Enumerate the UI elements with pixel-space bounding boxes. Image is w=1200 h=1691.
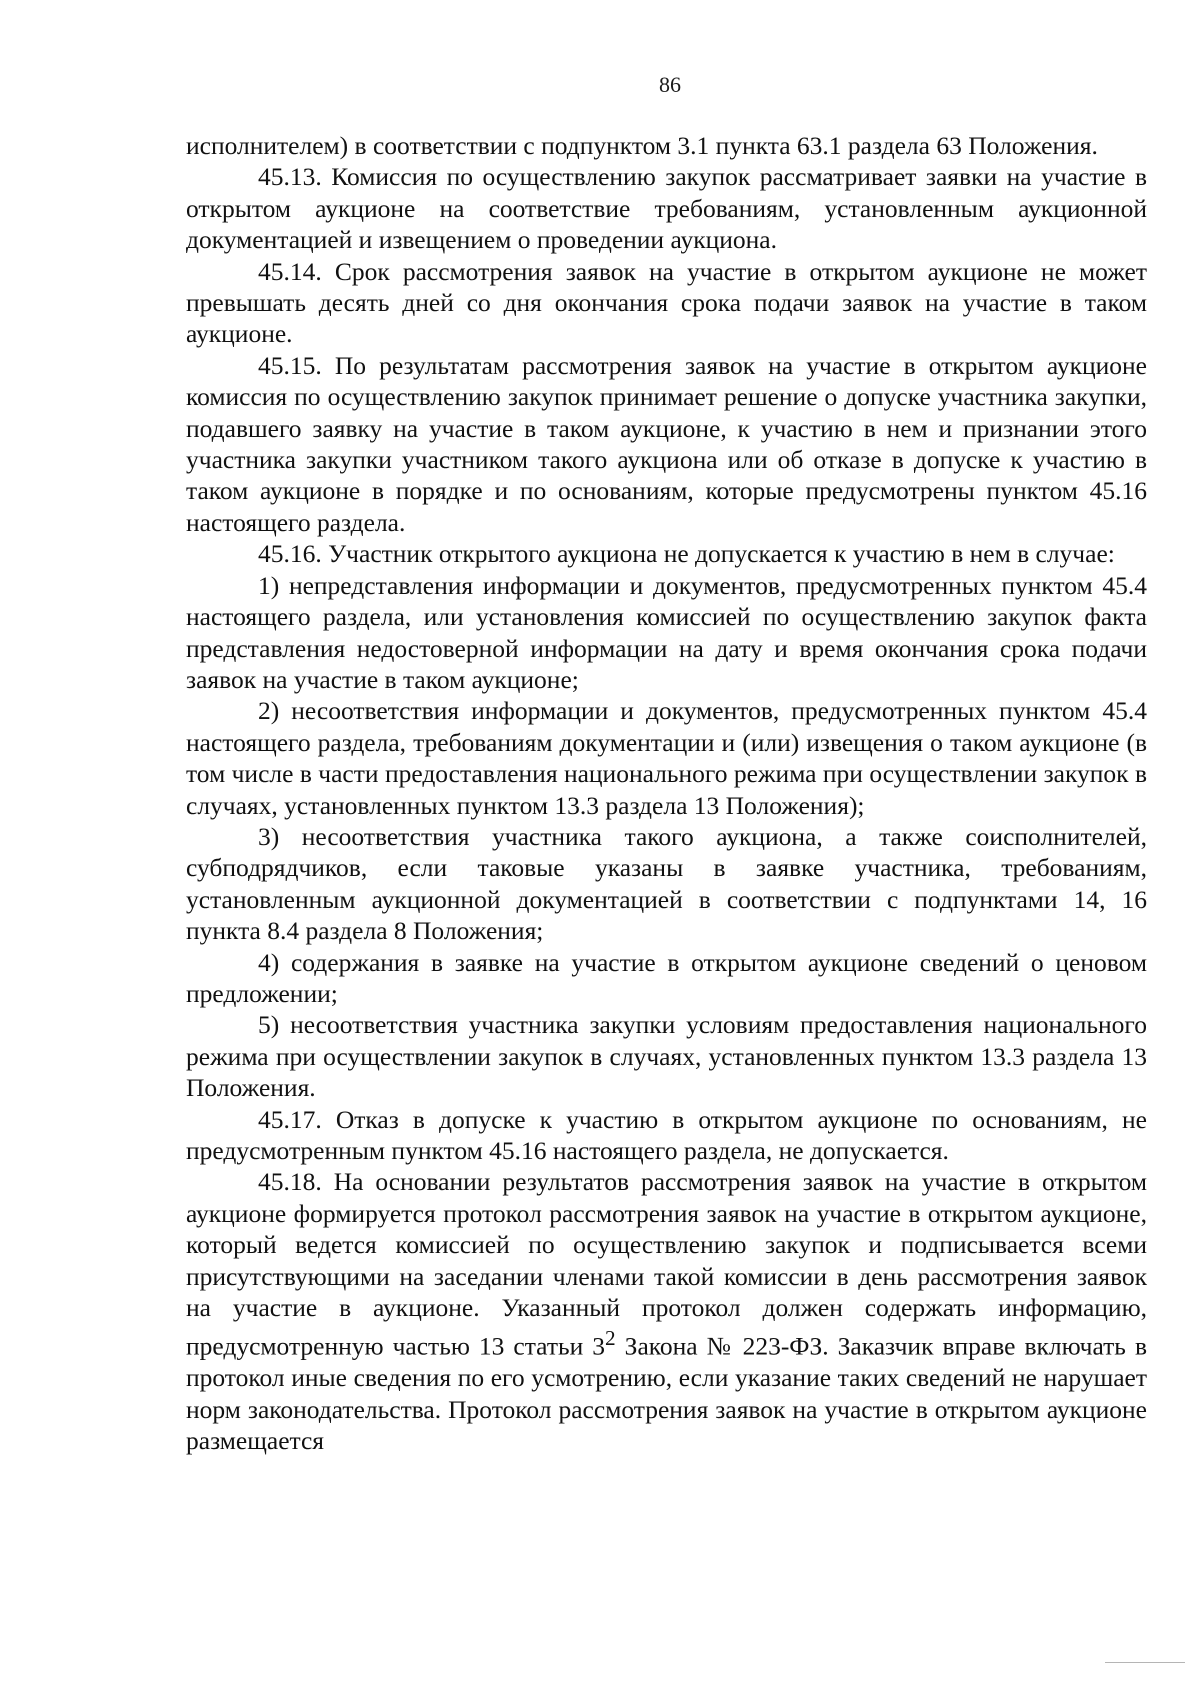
paragraph-continuation: исполнителем) в соответствии с подпунктом 3.1 пункта 63.1 раздела 63 Положения. [186, 131, 1098, 160]
paragraph-45-16-item-4: 4) содержания в заявке на участие в открытом аукционе сведений о ценовом предложении; [186, 947, 1147, 1008]
paragraph-45-16: 45.16. Участник открытого аукциона не допускается к участию в нем в случае: [258, 539, 1115, 569]
paragraph-45-16-item-3: 3) несоответствия участника такого аукциона, а также соисполнителей, субподрядчиков, если таковые указаны в заявке участника, требованиям, установленным аукционной документацией в соответствии с подпунктами 14, 16 пункта 8.4 раздела 8 Положения; [186, 821, 1147, 946]
paragraph-45-13: 45.13. Комиссия по осуществлению закупок рассматривает заявки на участие в открытом аукционе на соответствие требованиям, установленным аукционной документацией и извещением о проведении аукциона. [186, 162, 1147, 255]
paragraph-45-16-item-2: 2) несоответствия информации и документов, предусмотренных пунктом 45.4 настоящего раздела, требованиям документации и (или) извещения о таком аукционе (в том числе в части предоставления национального режима при осуществлении закупок в случаях, установленных пунктом 13.3 раздела 13 Положения); [186, 696, 1147, 820]
article-superscript: 2 [605, 1326, 616, 1351]
paragraph-45-18 [186, 1166, 1147, 1456]
paragraph-45-18-text-before: 45.18. На основании результатов рассмотрения заявок на участие в открытом аукционе формируется протокол рассмотрения заявок на участие в открытом аукционе, который ведется комиссией по осуществлению закупок и подписывается всеми присутствующими на заседании членами такой комиссии в день рассмотрения заявок на участие в аукционе. Указанный протокол должен содержать информацию, предусмотренную частью 13 статьи 3 [186, 1167, 1147, 1361]
paragraph-45-15: 45.15. По результатам рассмотрения заявок на участие в открытом аукционе комиссия по осуществлению закупок принимает решение о допуске участника закупки, подавшего заявку на участие в таком аукционе, к участию в нем и признании этого участника закупки участником такого аукциона или об отказе в допуске к участию в таком аукционе в порядке и по основаниям, которые предусмотрены пунктом 45.16 настоящего раздела. [186, 350, 1147, 537]
paragraph-45-17: 45.17. Отказ в допуске к участию в открытом аукционе по основаниям, не предусмотренным пунктом 45.16 настоящего раздела, не допускается. [186, 1104, 1147, 1165]
page-number: 86 [659, 72, 681, 97]
document-body [186, 130, 1147, 1457]
paragraph-45-18-text-after: Закона № 223-ФЗ. Заказчик вправе включать в протокол иные сведения по его усмотрению, если указание таких сведений не нарушает норм законодательства. Протокол рассмотрения заявок на участие в открытом аукционе размещается [186, 1331, 1147, 1456]
paragraph-45-14: 45.14. Срок рассмотрения заявок на участие в открытом аукционе не может превышать десять дней со дня окончания срока подачи заявок на участие в таком аукционе. [186, 256, 1147, 349]
paragraph-45-16-item-5: 5) несоответствия участника закупки условиям предоставления национального режима при осуществлении закупок в случаях, установленных пунктом 13.3 раздела 13 Положения. [186, 1010, 1147, 1103]
scan-artifact-line [1105, 1662, 1185, 1663]
paragraph-45-16-item-1: 1) непредставления информации и документов, предусмотренных пунктом 45.4 настоящего раздела, или установления комиссией по осуществлению закупок факта представления недостоверной информации на дату и время окончания срока подачи заявок на участие в таком аукционе; [186, 570, 1147, 694]
